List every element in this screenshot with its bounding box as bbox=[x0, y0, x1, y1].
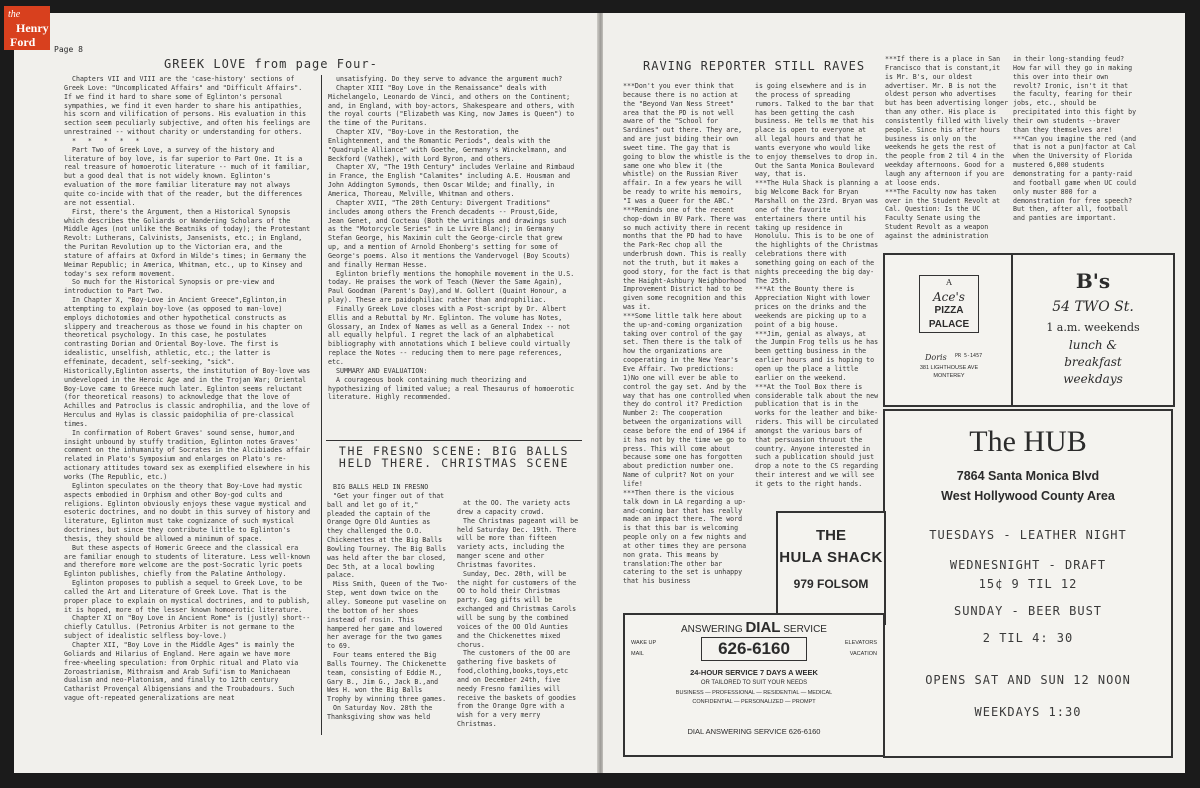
dial-phone-box: 626-6160 bbox=[701, 637, 807, 661]
right-page bbox=[603, 13, 1185, 773]
paragraph: ***If there is a place in San Francisco that is constant,it is Mr. B's, our oldest advertiser. Mr. B is not the oldest person who advertises but has been advertising longer than any other. His place is consistently filled with lively people. Since his after hours business is only on the weekends he gets the rest of the people from 2 til 4 in the weekday afternoons. Good for a laugh any afternoon if you are at loose ends. bbox=[885, 55, 1013, 187]
column-divider bbox=[321, 75, 322, 735]
paragraph: "Get your finger out of that ball and let go of it," pleaded the captain of the Orange Ogre Old Aunties as they challenged the O.O. Chickenettes at the Big Balls Bowling Tourney. The Big Balls was held after the bar closed, Dec 5th, at a local bowling palace. bbox=[327, 491, 451, 580]
aces-pizza-sign: A Ace's PIZZA PALACE bbox=[919, 275, 979, 333]
paragraph: Miss Smith, Queen of the Two-Step, went down twice on the alley. Someone put vaseline on the bottom of her shoes instead of rosin. This hampered her game and lowered her average for the two games to 69. bbox=[327, 580, 451, 651]
paragraph: Eglinton briefly mentions the homophile movement in the U.S. today. He praises the work of Teach (Never the Same Again), Paul Goodman (Parent's Day),and W. Gollert (Quaint Honour, a play). These are paidophiliac rather than androphiliac. bbox=[328, 269, 579, 305]
paragraph: ***At the Tool Box there is considerable talk about the new publication that is in the works for the leather and bike-riders. This will be circulated amongst the various bars of that persuasion thruout the country. Anyone interested in such a publication should just drop a note to the CS regarding their interest and we will see it gets to the right hands. bbox=[755, 382, 883, 488]
hub-title: The HUB bbox=[969, 425, 1087, 458]
paragraph: ***The Faculty now has taken over in the Student Revolt at Cal. Question: Is the UC Faculty Senate using the Student Revolt as a weapon against the administration bbox=[885, 187, 1005, 240]
paragraph: ***Some little talk here about the up-and-coming organization taking over control of the gay set. Then there is the talk of how the organizations are cooperating in the New Year's Eve Affair. Two predictions: 1)No one will ever be able to control the gay set. And by the way that has one controlled when they do control it? Prediction Number 2: The cooperation between the organizations will cease before the end of 1964 if it has not by the time we go to press. This will come about because some one has forgotten about prediction number one. Name of culprit? Not on your life! bbox=[623, 311, 755, 488]
raving-column-4 bbox=[1013, 55, 1139, 249]
paragraph: ***Reminds one of the recent chop-down in BV Park. There was so much activity there in recent months that the PD had to have the Park-Rec chop all the underbrush down. This is really not the truth, but it makes a good story, for the fact is that the Haight-Ashbury Neighborhood Improvement District had to be given some recognition and this was it. bbox=[623, 205, 755, 312]
greek-love-column-1 bbox=[64, 75, 314, 735]
raving-reporter-headline: RAVING REPORTER STILL RAVES bbox=[643, 59, 866, 73]
the-hub-ad: The HUB 7864 Santa Monica Blvd West Hollywood County Area TUESDAYS - LEATHER NIGHT WEDNESNIGHT - DRAFT 15¢ 9 TIL 12 SUNDAY - BEER BUST 2 TIL 4: 30 OPENS SAT AND SUN 12 NOON WEEKDAYS 1:30 bbox=[883, 409, 1173, 758]
paragraph: * * * * * bbox=[72, 136, 140, 145]
paragraph: First, there's the Argument, then a Historical Synopsis which describes the Goliards or Wandering Scholars of the Middle Ages (not unlike the Beatniks of today); the Protestant Revolt: Lutherans, Calvinists, Jansenists, etc.; in England, the Puritan Revolution up to the Victorian era, and the stature of affairs at Oxford in Wilde's times; in Germany the Weimar Republic; in America, Whitman, etc., up to Kinsey and today's sex reform movement. bbox=[64, 207, 315, 278]
paragraph: in their long-standing feud? How far will they go in making this over into their own revolt? Ironic, isn't it that the faculty, fearing for their jobs, etc., should be precipitated into this fight by their own students --braver than they themselves are! bbox=[1013, 55, 1141, 134]
paragraph: ***Jim, genial as always, at the Jumpin Frog tells us he has been getting business in the earlier hours and is hoping to open up the place a little earlier on the weekend. bbox=[755, 329, 883, 382]
henry-ford-logo: the Henry Ford bbox=[4, 6, 50, 50]
paragraph: Chapter XI on "Boy Love in Ancient Rome" is (justly) short--chiefly Catullus. (Petronius Arbiter is not germane to the subject of idealistic selfless boy-love.) bbox=[64, 614, 311, 641]
left-page bbox=[14, 13, 598, 773]
paragraph: ***The Hula Shack is planning a big Welcome Back for Bryan Marshall on the 23rd. Bryan was one of the favorite entertainers there until his taking up residence in Honolulu. This is to be one of the highlights of the Christmas celebrations there with something going on each of the nights preceeding the big day-The 25th. bbox=[755, 179, 883, 285]
paragraph: Chapter XII, "Boy Love in the Middle Ages" is mainly the Goliards and Hilarius of England. Here again we have more free-wheeling speculation: from Orphic ritual and Plato via Zoroastrianism, Mithraism and Arab Sufi'ism to Manichaean dualism and neo-Platonism, and finally to 12th century Catharist Provençal Albigensians and the Troubadours. Such vague oft-repeated generalizations are neat bbox=[64, 641, 303, 703]
paragraph: Chapter XV, "The 19th Century" includes Verlaine and Rimbaud in France, the English "Calamites" including A.E. Housman and John Addington Symonds, then Oscar Wilde; and finally, in America, Thoreau, Melville, Whitman and others. bbox=[328, 163, 579, 198]
paragraph: Chapter XIII "Boy Love in the Renaissance" deals with Michelangelo, Leonardo de Vinci, and others on the Continent; and, in England, with boy-actors, Shakespeare and others, with the royal courts ("Elizabeth was King, now James is Queen") to the time of the Puritans. bbox=[328, 83, 579, 128]
paragraph: Eglinton proposes to publish a sequel to Greek Love, to be called the Art and Literature of Greek Love. That is the proper place to explain on mystical doctrines, and to publish, it is hoped, more of the lesser known homoerotic literature. bbox=[64, 579, 315, 614]
paragraph: Part Two of Greek Love, a survey of the history and literature of boy love, is far superior to Part One. It is a real treasure of homoerotic literature -- much of it familiar, but a good deal that is not widely known. Eglinton's evaluation of the more familiar literature may not always quite co-incide with that of the reader, but the differences are not essential. bbox=[64, 145, 315, 207]
paragraph: On Saturday Nov. 28th the Thanksgiving show was held bbox=[327, 704, 437, 721]
raving-column-3 bbox=[885, 55, 1011, 249]
paragraph: at the OO. The variety acts drew a capacity crowd. bbox=[457, 499, 575, 516]
hula-shack-ad: THE HULA SHACK 979 FOLSOM bbox=[776, 511, 886, 625]
paragraph: Eglinton speculates on the theory that Boy-Love had mystic aspects embodied in Orphism and other Boy-god cults and religions. Eglinton obviously enjoys these vague mystical and esoteric doctrines, and no doubt in this survey of history and literature, Eglinton must take cognizance of such mystical doctrines, but since they contribute little to Eglinton's thesis, they should be allowed a minimum of space. bbox=[64, 481, 315, 543]
raving-column-1 bbox=[623, 82, 753, 624]
aces-pizza-ad: A Ace's PIZZA PALACE Doris PR 5-1457 381 LIGHTHOUSE AVE MONTEREY bbox=[883, 253, 1015, 407]
paragraph: So much for the Historical Synopsis or pre-view and introduction to Part Two. bbox=[64, 278, 279, 296]
fresno-column-a bbox=[327, 483, 449, 738]
fresno-scene-headline: THE FRESNO SCENE: BIG BALLS HELD THERE. CHRISTMAS SCENE bbox=[338, 444, 570, 470]
fresno-column-b bbox=[457, 499, 583, 737]
paragraph: is going elsewhere and is in the process of spreading rumors. Talked to the bar that has been getting the cash business. He tells me that his place is open to everyone at all legal hours and that he wants everyone who would like to enjoy themselves to drop in. Out the Santa Monica Boulevard way, that is. bbox=[755, 82, 883, 179]
greek-love-column-2 bbox=[328, 75, 578, 437]
paragraph: BIG BALLS HELD IN FRESNO bbox=[333, 483, 429, 491]
raving-column-2 bbox=[755, 82, 881, 522]
section-divider bbox=[326, 440, 582, 441]
paragraph: Chapter XIV, "Boy-Love in the Restoration, the Enlightenment, and the Romantic Periods", deals with the "Quadruple Alliance" with Goethe, Germany's Winckelmann, and Beckford (Vathek), with Lord Byron, and others. bbox=[328, 128, 571, 163]
paragraph: Four teams entered the Big Balls Tourney. The Chickenette team, consisting of Eddie M., Gary B., Jim G., Jack B.,and Wes H. won the Big Balls Trophy by winning three games. bbox=[327, 651, 451, 704]
paragraph: A courageous book containing much theorizing and hypothesizing of limited value; a real Thesaurus of homoerotic literature. Highly recommended. bbox=[328, 375, 579, 402]
paragraph: Finally Greek Love closes with a Post-script by Dr. Albert Ellis and a Rebuttal by Mr. Eglinton. The volume has Notes, Glossary, an Index of Names as well as a General Index -- not all equally helpful. I regret the lack of an alphabetical bibliography with annotations which I believe could virtually replace the Notes -- reducing them to mere page references, etc. bbox=[328, 304, 575, 366]
paragraph: unsatisfying. Do they serve to advance the argument much? bbox=[336, 75, 563, 83]
paragraph: ***Don't you ever think that because there is no action at the "Beyond Van Ness Street" area that the PD is not well aware of the "School for Sardines" out there. They are, and are just biding their own sweet time. The gay that is going to blow the whistle is the same one who blew it (the whistle) on the Russian River affair. In a few years he will be ready to write his memoirs, "I was a Queer for the ABC." bbox=[623, 82, 755, 205]
paragraph: The Christmas pageant will be held Saturday Dec. 19th. There will be more than fifteen variety acts, including the manger scene and other Christmas favorites. bbox=[457, 516, 583, 569]
bs-ad: B's 54 TWO St. 1 a.m. weekends lunch & breakfast weekdays bbox=[1011, 253, 1175, 407]
paragraph: ***Then there is the vicious talk down in LA regarding a up-and-coming bar that has really made an impact there. The word is that this bar is welcoming people only on a few nights and at other times they are persona non grata. This means by translation:The other bar catering to the set is unhappy that his business bbox=[623, 488, 751, 586]
paragraph: Chapters VII and VIII are the 'case-history' sections of Greek Love: "Uncomplicated Affairs" and "Difficult Affairs". If we find it hard to share some of Eglinton's personal sympathies, we find it even harder to share his antipathies, his scorn and vilification of persons. His evaluation in this section seem peculiarly subjective, and often his feelings are unrestrained -- without charity or understanding for others. bbox=[64, 75, 315, 137]
paragraph: The customers of the OO are gathering five baskets of food,clothing,books,toys,etc and on December 24th, five needy Fresno families will receive the baskets of goodies from the Orange Ogre with a wish for a very merry Christmas. bbox=[457, 649, 581, 729]
paragraph: ***Can you imagine the red (and that is not a pun)factor at Cal when the University of Florida mustered 6,000 students demonstrating for a panty-raid and football game when UC could only muster 800 for a demonstration for free speech? But then, after all, football and panties are important. bbox=[1013, 134, 1141, 223]
greek-love-headline: GREEK LOVE from page Four- bbox=[164, 57, 378, 71]
paragraph: Sunday, Dec. 20th, will be the night for customers of the OO to hold their Christmas party. Gag gifts will be exchanged and Christmas Carols will be sung by the combined voices of the OO Old Aunties and the Chickenettes mixed chorus. bbox=[457, 569, 581, 649]
paragraph: In confirmation of Robert Graves' sound sense, humor,and insight unbound by stuffy tradition, Eglinton notes Graves' comment on the inhumanity of Socrates in the Alcibiades affair related in Plato's Symposium and enlarges on Plato's re-actionary attitudes toward sex as exemplified elsewhere in his works (The Republic, etc.) bbox=[64, 428, 315, 481]
paragraph: In Chapter X, "Boy-Love in Ancient Greece",Eglinton,in attempting to explain boy-love (as opposed to man-love) employs dichotomies and other hypothetical constructs as slippery and treacherous as those we found in his chapter on theoretical psychology. In this case, he postulates contrasting Dorian and Oriental Boy-love. The first is idealistic, unselfish, athletic, etc.; the latter is effeminate, decadent, self-seeking, "sick". Historically,Eglinton asserts, the institution of Boy-love was undeveloped in the Heroic Age and in the Trojan War; Oriental Boy-Love came to Greece much later. Eglinton seems reluctant (for theoretical reasons) to acknowledge that the love of Achilles and Patroclus is classic androphilia, and the love of Herculus and Hylas is classic paidophilia of pre-classical times. bbox=[64, 296, 315, 428]
dial-answering-service-ad: ANSWERING DIAL SERVICE WAKE UP MAIL ELEVATORS VACATION 626-6160 24-HOUR SERVICE 7 DAYS A WEEK OR TAILORED TO SUIT YOUR NEEDS BUSINESS — PROFESSIONAL — RESIDENTIAL — MEDICAL CONFIDENTIAL — PERSONALIZED — PROMPT DIAL ANSWERING SERVICE 626-6160 bbox=[623, 613, 885, 757]
paragraph: Chapter XVII, "The 20th Century: Divergent Traditions" includes among others the French decadents -- Proust,Gide, Jean Genet, and Cocteau (Both the writings and drawings such as the "Motorcycle Series" in Le Livre Blanc); in Germany Stefan George, his Maximin cult the George-circle that grew up, and a mention of Arnold Ehonberg's setting for some of George's poems. Also it mentions the Vandervogel (Boy Scouts) and finally Herman Hesse. bbox=[328, 198, 575, 269]
page-number: Page 8 bbox=[54, 45, 83, 54]
paragraph: SUMMARY AND EVALUATION: bbox=[336, 366, 428, 375]
paragraph: ***At the Bounty there is Appreciation Night with lower prices on the drinks and the weekends are picking up to a point of a big house. bbox=[755, 285, 875, 329]
paragraph: But these aspects of Homeric Greece and the classical era are familiar enough to students of literature. Less well-known and therefore more welcome are the post-Socratic lyric poets Eglinton publishes, chiefly from the Palatine Anthology. bbox=[64, 543, 315, 579]
